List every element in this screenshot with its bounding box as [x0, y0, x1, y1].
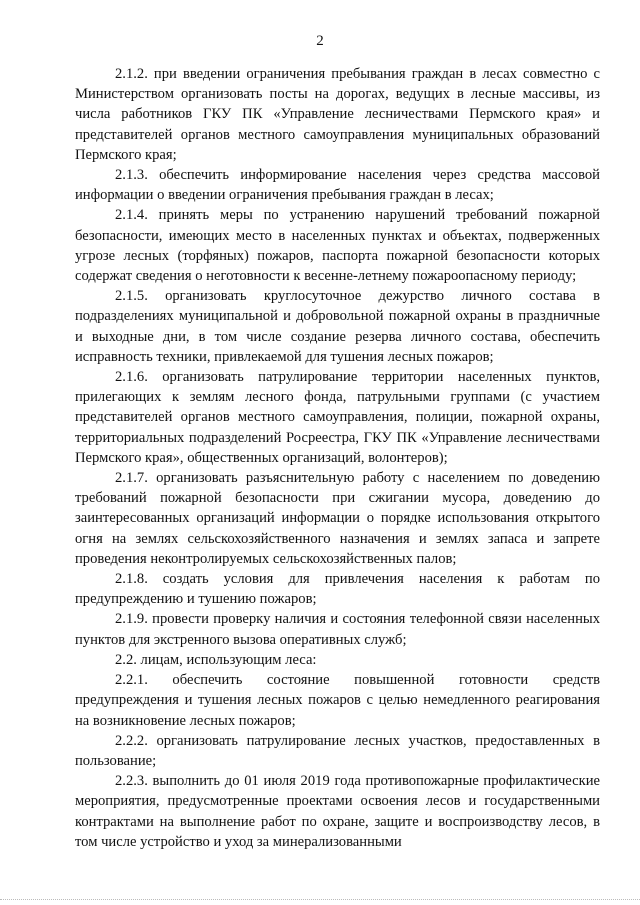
paragraph-2-2: 2.2. лицам, использующим леса:: [115, 651, 317, 668]
paragraph-2-2-2: 2.2.2. организовать патрулирование лесных участков, предоставленных в пользование;: [75, 732, 600, 769]
paragraph-2-2-3: 2.2.3. выполнить до 01 июля 2019 года противопожарные профилактические мероприятия, предусмотренные проектами освоения лесов и государственными контрактами на выполнение работ по охране, защите и воспроизводству лесов, в том числе устройство и уход за минерализованными: [75, 773, 600, 850]
paragraph-2-1-6: 2.1.6. организовать патрулирование территории населенных пунктов, прилегающих к землям лесного фонда, патрульными группами (с участием представителей органов местного самоуправления, полиции, пожарной охраны, территориальных подразделений Росреестра, ГКУ ПК «Управление лесничествами Пермского края», общественных организаций, волонтеров);: [75, 369, 600, 466]
paragraph-2-1-9: 2.1.9. провести проверку наличия и состояния телефонной связи населенных пунктов для экстренного вызова оперативных служб;: [75, 611, 600, 648]
paragraph-2-1-5: 2.1.5. организовать круглосуточное дежурство личного состава в подразделениях муниципальной и добровольной пожарной охраны в праздничные и выходные дни, в том числе создание резерва личного состава, обеспечить исправность техники, привлекаемой для тушения лесных пожаров;: [75, 288, 600, 365]
bottom-divider: [0, 899, 640, 901]
paragraph-2-1-3: 2.1.3. обеспечить информирование населения через средства массовой информации о введении ограничения пребывания граждан в лесах;: [75, 167, 600, 204]
paragraph-2-2-1: 2.2.1. обеспечить состояние повышенной готовности средств предупреждения и тушения лесных пожаров с целью немедленного реагирования на возникновение лесных пожаров;: [75, 672, 600, 729]
page-number: 2: [316, 33, 324, 49]
paragraph-2-1-2: 2.1.2. при введении ограничения пребывания граждан в лесах совместно с Министерством организовать посты на дорогах, ведущих в лесные массивы, из числа работников ГКУ ПК «Управление лесничествами Пермского края» и представителей органов местного самоуправления муниципальных образований Пермского края;: [75, 66, 600, 163]
paragraph-2-1-8: 2.1.8. создать условия для привлечения населения к работам по предупреждению и тушению пожаров;: [75, 571, 600, 608]
document-body: [75, 64, 600, 852]
paragraph-2-1-7: 2.1.7. организовать разъяснительную работу с населением по доведению требований пожарной безопасности при сжигании мусора, доведению до заинтересованных организаций информации о порядке использования открытого огня на землях сельскохозяйственного назначения и землях запаса и запрете проведения неконтролируемых сельскохозяйственных палов;: [75, 470, 600, 567]
paragraph-2-1-4: 2.1.4. принять меры по устранению нарушений требований пожарной безопасности, имеющих место в населенных пунктах и объектах, подверженных угрозе лесных (торфяных) пожаров, паспорта пожарной безопасности которых содержат сведения о неготовности к весенне-летнему пожароопасному периоду;: [75, 207, 600, 285]
